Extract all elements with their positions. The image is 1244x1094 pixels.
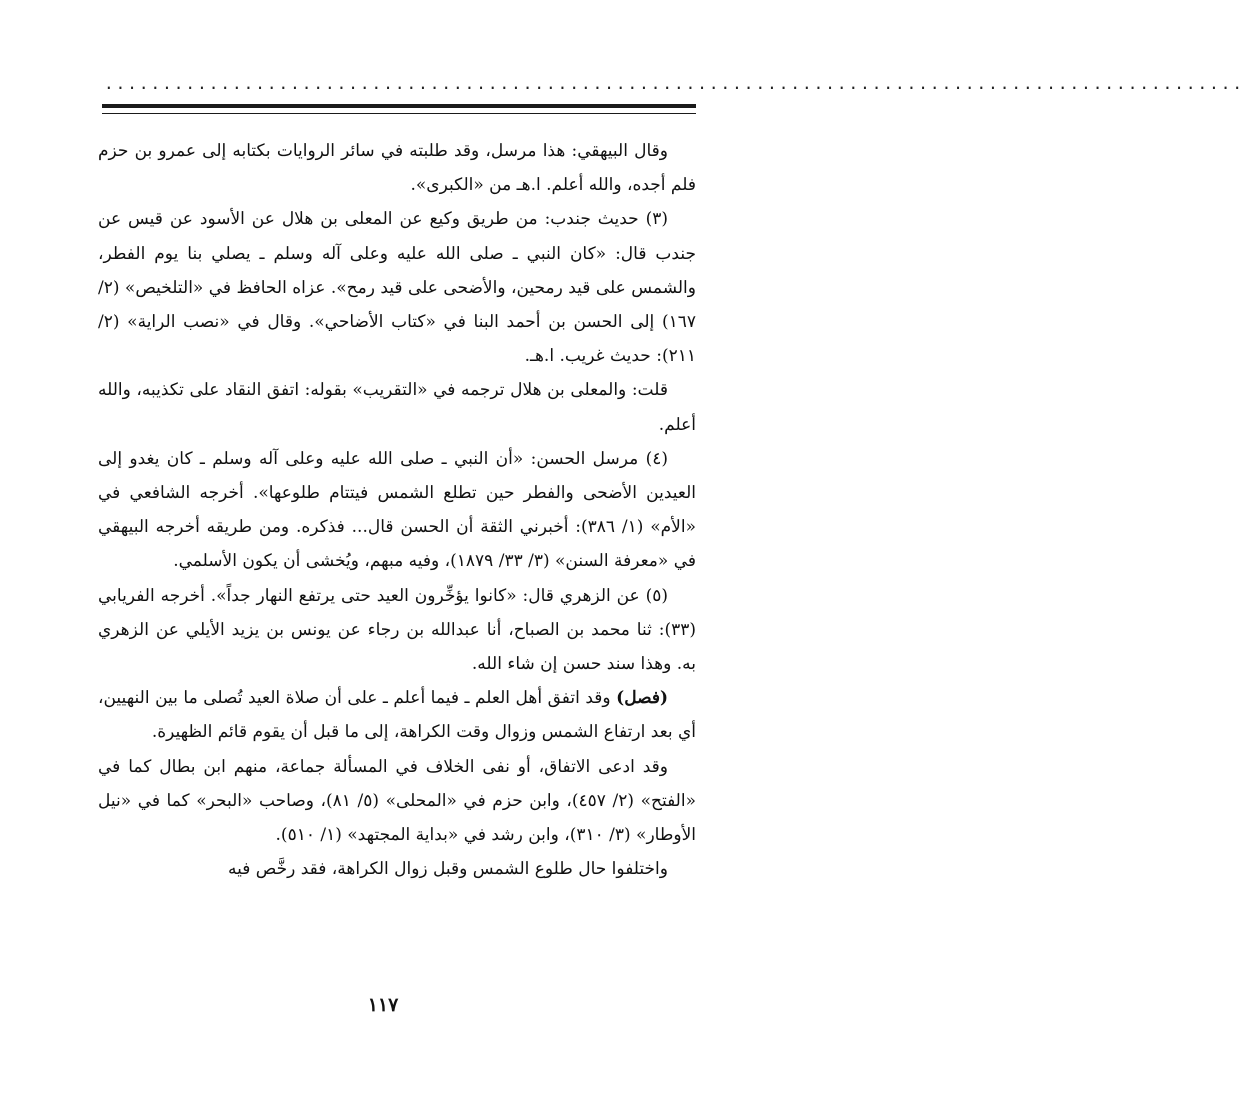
paragraph-mualla: قلت: والمعلى بن هلال ترجمه في «التقريب» بقوله: اتفق النقاد على تكذيبه، والله أعلم. (98, 380, 696, 435)
body-text (98, 134, 696, 886)
fasl-text: وقد اتفق أهل العلم ـ فيما أعلم ـ على أن صلاة العيد تُصلى ما بين النهيين، أي بعد ارتفاع الشمس وزوال وقت الكراهة، إلى ما قبل أن يقوم قائم الظهيرة. (98, 688, 696, 743)
paragraph-fasl (98, 681, 696, 749)
paragraph-consensus: وقد ادعى الاتفاق، أو نفى الخلاف في المسألة جماعة، منهم ابن بطال كما في «الفتح» (٢/ ٤٥٧)، وابن حزم في «المحلى» (٥/ ٨١)، وصاحب «البحر» كما في «نيل الأوطار» (٣/ ٣١٠)، وابن رشد في «بداية المجتهد» (١/ ٥١٠). (98, 756, 696, 846)
paragraph-jundub: (٣) حديث جندب: من طريق وكيع عن المعلى بن هلال عن الأسود عن قيس عن جندب قال: «كان النبي ـ صلى الله عليه وعلى آله وسلم ـ يصلي بنا يوم الفطر، والشمس على قيد رمحين، والأضحى على قيد رمح». عزاه الحافظ في «التلخيص» (٢/ ١٦٧) إلى الحسن بن أحمد البنا في «كتاب الأضاحي». وقال في «نصب الراية» (٢/ ٢١١): حديث غريب. ا.هـ. (98, 209, 696, 367)
paragraph-zuhri: (٥) عن الزهري قال: «كانوا يؤخِّرون العيد حتى يرتفع النهار جداً». أخرجه الفريابي (٣٣): ثنا محمد بن الصباح، أنا عبدالله بن رجاء عن يونس بن يزيد الأيلي عن الزهري به. وهذا سند حسن إن شاء الله. (98, 585, 696, 675)
header-rule-thin (102, 113, 696, 114)
page-number: ١١٧ (367, 994, 399, 1016)
paragraph-disagreement: واختلفوا حال طلوع الشمس وقبل زوال الكراهة، فقد رخَّص فيه (228, 859, 668, 880)
paragraph-bayhaqi: وقال البيهقي: هذا مرسل، وقد طلبته في سائر الروايات بكتابه إلى عمرو بن حزم فلم أجده، والله أعلم. ا.هـ من «الكبرى». (98, 141, 696, 196)
paragraph-hasan: (٤) مرسل الحسن: «أن النبي ـ صلى الله عليه وعلى آله وسلم ـ كان يغدو إلى العيدين الأضحى والفطر حين تطلع الشمس فيتتام طلوعها». أخرجه الشافعي في «الأم» (١/ ٣٨٦): أخبرني الثقة أن الحسن قال... فذكره. ومن طريقه أخرجه البيهقي في «معرفة السنن» (٣/ ٣٣/ ١٨٧٩)، وفيه مبهم، ويُخشى أن يكون الأسلمي. (98, 448, 696, 572)
header-rule-thick (102, 104, 696, 108)
fasl-label: (فصل) (616, 688, 668, 709)
header-dotted-line: .................................................................................................. (104, 74, 1244, 93)
